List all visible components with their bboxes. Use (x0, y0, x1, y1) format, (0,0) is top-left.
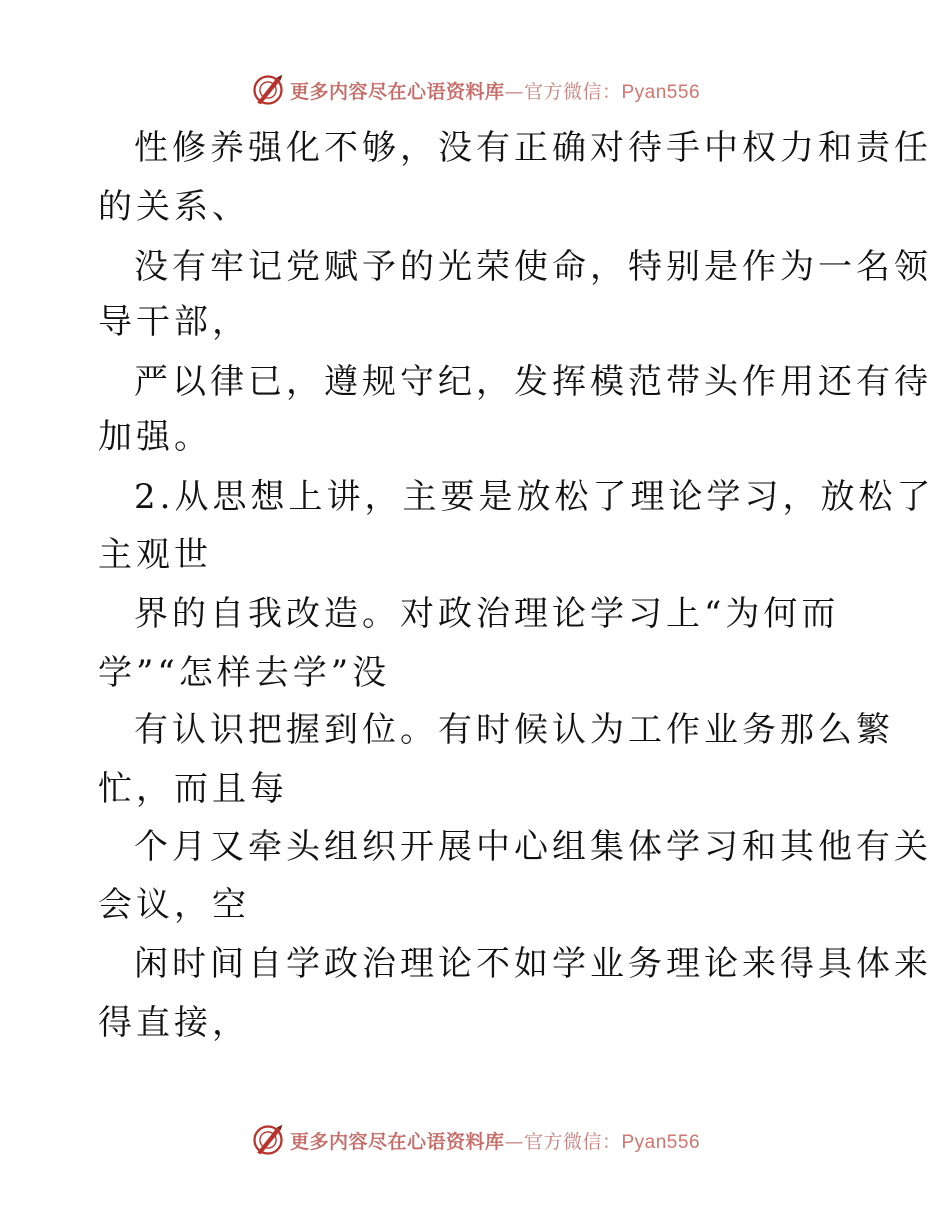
banner-brand: 更多内容尽在心语资料库 (289, 80, 505, 103)
banner-separator: — (504, 1130, 524, 1153)
paragraph-line: 闲时间自学政治理论不如学业务理论来得具体来 (134, 944, 932, 984)
paragraph-line: 2.从思想上讲，主要是放松了理论学习，放松了 (134, 477, 935, 517)
banner-separator: — (504, 80, 524, 103)
banner-wechat-id: Pyan556 (621, 1131, 701, 1153)
paragraph-line: 会议，空 (98, 885, 250, 925)
paragraph-line: 得直接， (98, 1003, 250, 1043)
banner-contact-label: 官方微信： (523, 1130, 622, 1153)
paragraph-line: 的关系、 (98, 187, 250, 227)
paragraph-line: 性修养强化不够，没有正确对待手中权力和责任 (134, 128, 932, 168)
paragraph-line: 严以律已，遵规守纪，发挥模范带头作用还有待 (134, 362, 932, 402)
paragraph-line: 界的自我改造。对政治理论学习上“为何而 (134, 594, 840, 634)
banner-brand: 更多内容尽在心语资料库 (289, 1130, 505, 1153)
banner-contact-label: 官方微信： (523, 80, 622, 103)
paragraph-line: 有认识把握到位。有时候认为工作业务那么繁 (134, 710, 894, 750)
pen-logo-icon (250, 1122, 286, 1158)
paragraph-line: 导干部， (98, 302, 250, 342)
paragraph-line: 没有牢记党赋予的光荣使命，特别是作为一名领 (134, 247, 932, 287)
banner-wechat-id: Pyan556 (621, 81, 701, 103)
paragraph-line: 个月又牵头组织开展中心组集体学习和其他有关 (134, 827, 932, 867)
footer-banner (0, 1122, 950, 1158)
paragraph-line: 主观世 (98, 535, 212, 575)
paragraph-line: 加强。 (98, 417, 212, 457)
paragraph-line: 忙，而且每 (98, 769, 288, 809)
paragraph-line: 学”“怎样去学”没 (98, 653, 391, 693)
